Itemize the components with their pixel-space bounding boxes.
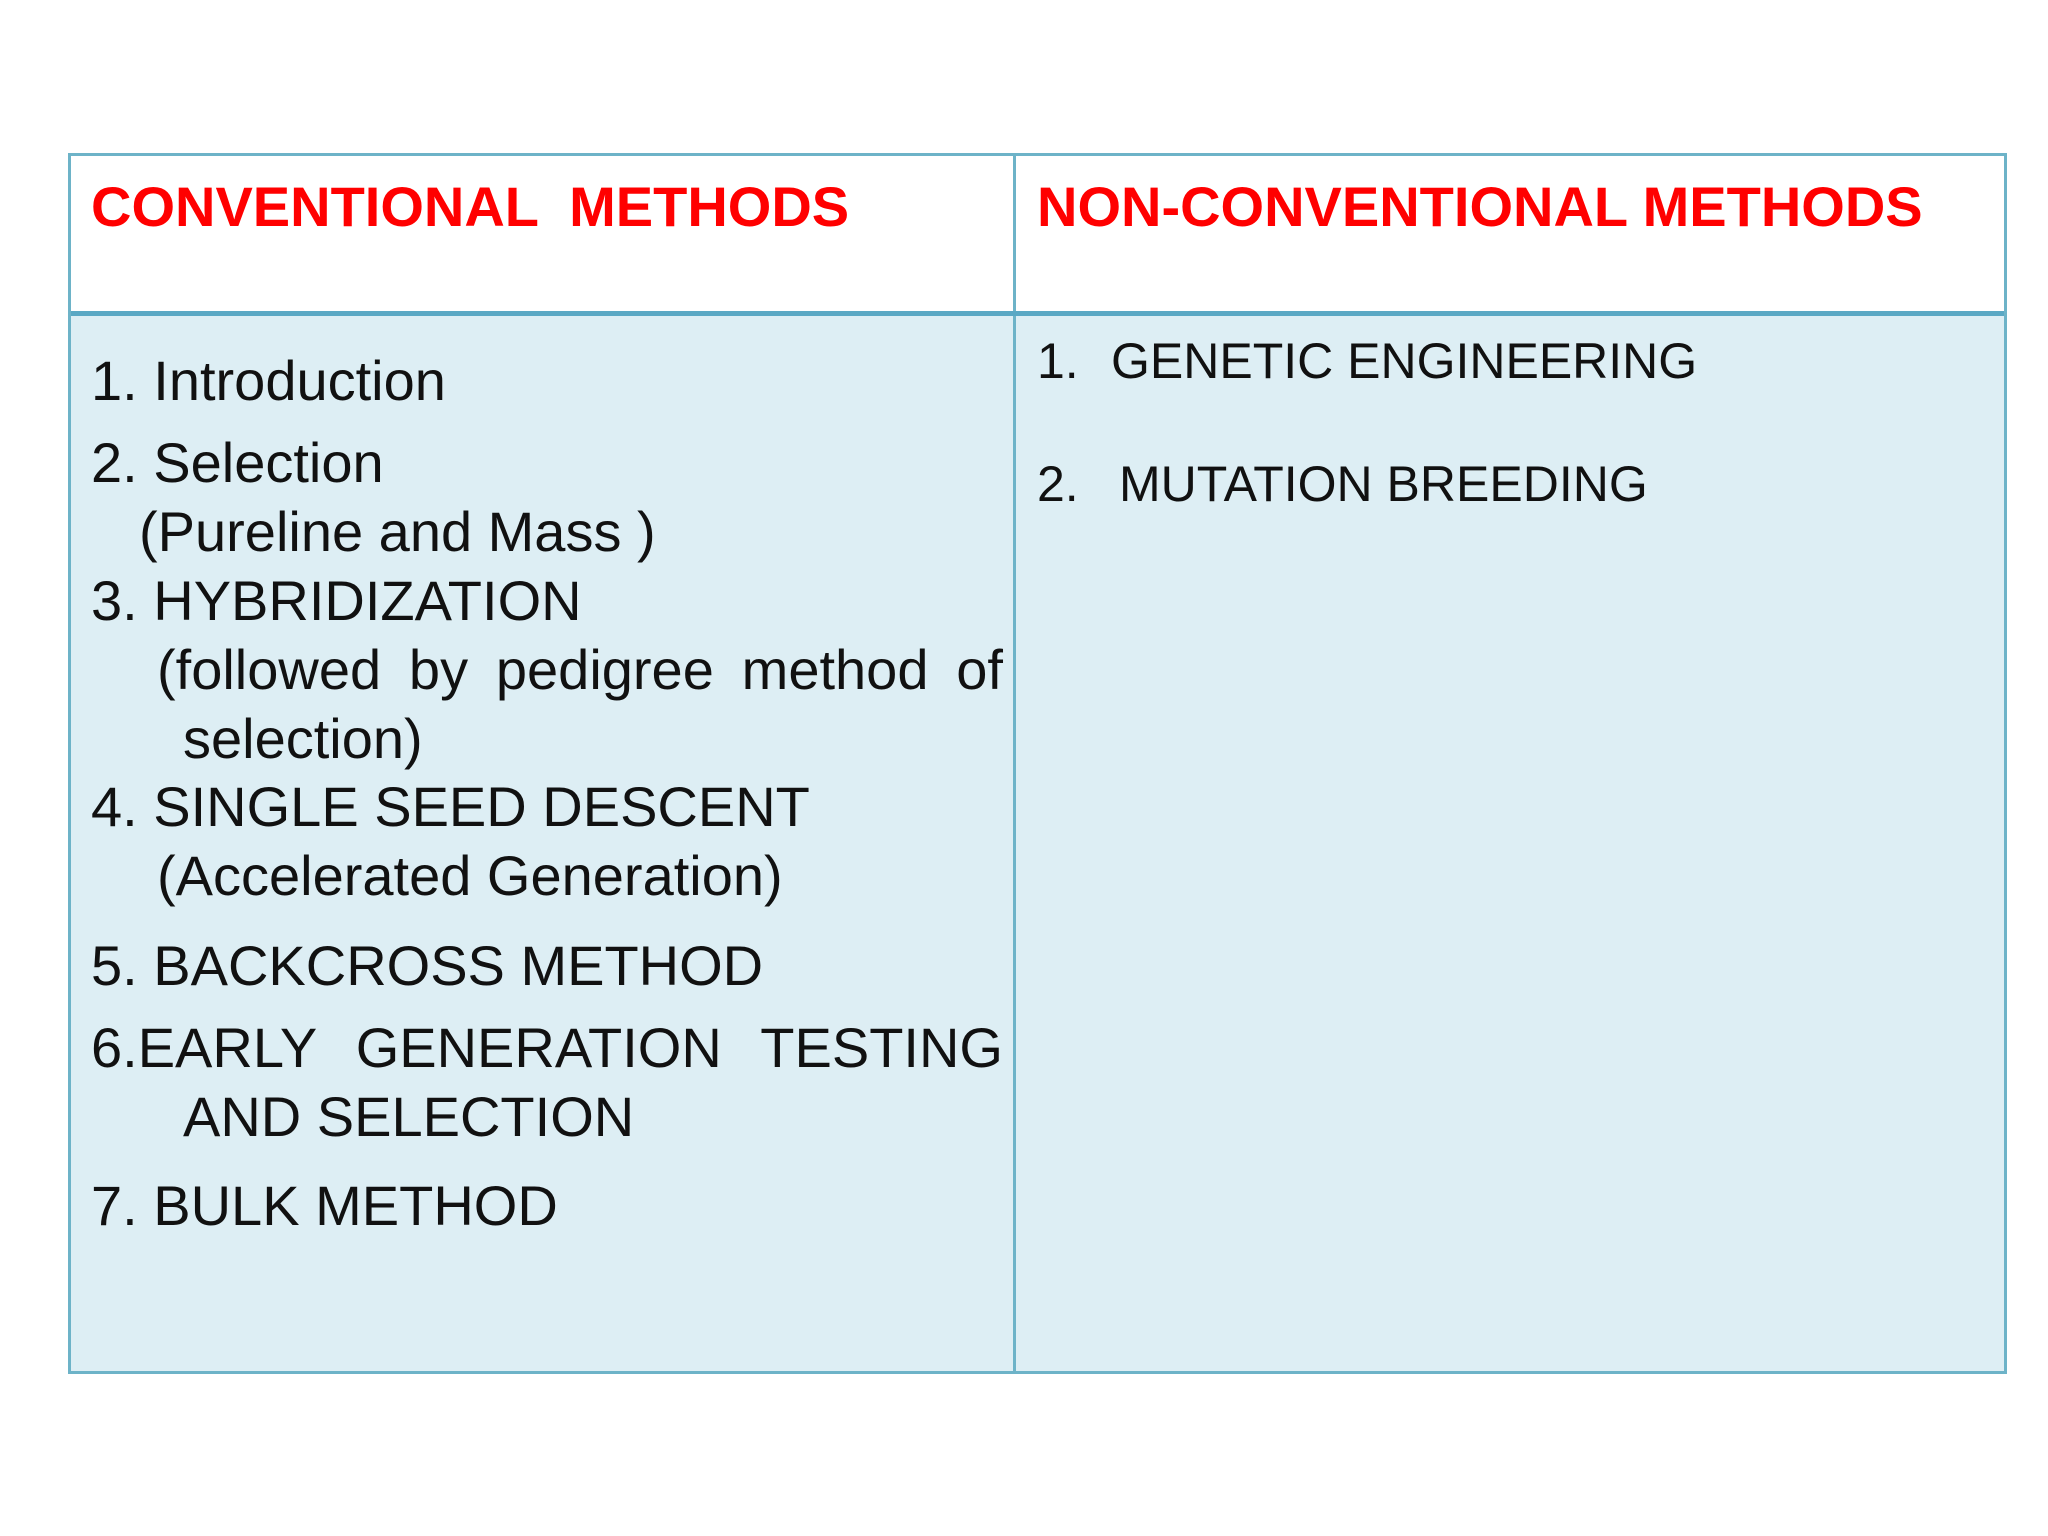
non-conventional-item-2-number: 2. (1037, 456, 1079, 512)
word: TESTING (760, 1016, 1003, 1079)
header-conventional-methods: CONVENTIONAL METHODS (91, 175, 850, 238)
conventional-item-single-seed-descent-sub: (Accelerated Generation) (157, 844, 783, 907)
conventional-item-single-seed-descent: 4. SINGLE SEED DESCENT (91, 775, 810, 838)
non-conventional-item-mutation-breeding: MUTATION BREEDING (1119, 456, 1648, 512)
conventional-item-hybridization: 3. HYBRIDIZATION (91, 569, 582, 632)
conventional-item-bulk-method: 7. BULK METHOD (91, 1174, 558, 1237)
conventional-item-hybridization-sub (157, 638, 1003, 701)
word: (followed (157, 638, 382, 701)
conventional-item-early-generation-testing (91, 1016, 1003, 1079)
header-non-conventional-methods: NON-CONVENTIONAL METHODS (1037, 175, 1923, 238)
table-body-row (71, 316, 2004, 1371)
word: 6.EARLY (91, 1016, 318, 1079)
conventional-item-early-generation-testing-cont: AND SELECTION (183, 1085, 635, 1148)
conventional-item-introduction: 1. Introduction (91, 349, 446, 412)
conventional-item-selection: 2. Selection (91, 431, 384, 494)
word: GENERATION (355, 1016, 722, 1079)
word: method (741, 638, 929, 701)
conventional-item-selection-sub: (Pureline and Mass ) (139, 500, 656, 563)
word: pedigree (495, 638, 714, 701)
table-header-row (71, 156, 2004, 316)
column-divider (1013, 316, 1016, 1371)
word: of (956, 638, 1003, 701)
conventional-item-hybridization-sub-cont: selection) (183, 707, 423, 770)
comparison-table (68, 153, 2007, 1374)
conventional-item-backcross-method: 5. BACKCROSS METHOD (91, 934, 764, 997)
header-column-divider (1013, 156, 1016, 311)
word: by (408, 638, 469, 701)
non-conventional-item-genetic-engineering: GENETIC ENGINEERING (1111, 333, 1698, 389)
non-conventional-item-1-number: 1. (1037, 333, 1079, 389)
